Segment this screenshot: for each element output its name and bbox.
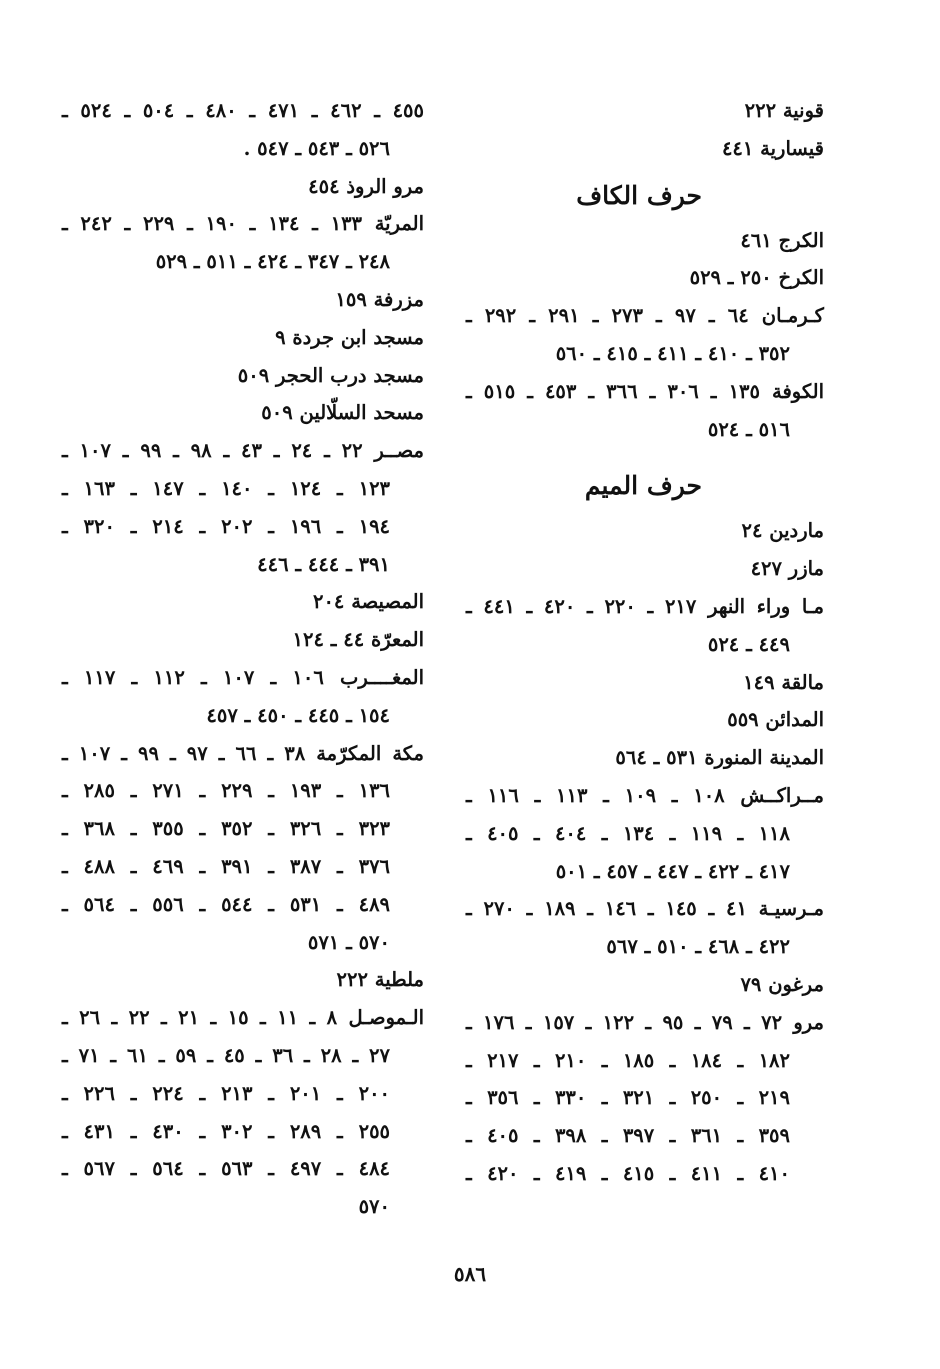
index-entry: مسحد السلّالين ٥٠٩ (261, 401, 424, 425)
index-entry: قونية ٢٢٢ (744, 99, 824, 122)
index-entry-continuation: ٢١٩ ـ ٢٥٠ ـ ٣٢١ ـ ٣٣٠ ـ ٣٥٦ ـ (466, 1086, 790, 1110)
index-entry: الكوفة ١٣٥ ـ ٣٠٦ ـ ٣٦٦ ـ ٤٥٣ ـ ٥١٥ ـ (466, 379, 824, 403)
index-entry: مرو الروذ ٤٥٤ (308, 174, 424, 198)
section-heading-mim: حرف الميم (584, 471, 702, 501)
index-entry-continuation: ٣٢٣ ـ ٣٢٦ ـ ٣٥٢ ـ ٣٥٥ ـ ٣٦٨ ـ (62, 817, 391, 841)
index-entry: مـا وراء النهر ٢١٧ ـ ٢٢٠ ـ ٤٢٠ ـ ٤٤١ ـ (466, 594, 824, 618)
index-entry-continuation: ٤١٧ ـ ٤٢٢ ـ ٤٤٧ ـ ٤٥٧ ـ ٥٠١ (555, 859, 790, 883)
index-entry: المدينة المنورة ٥٣١ ـ ٥٦٤ (615, 746, 824, 770)
index-entry: مازر ٤٢٧ (750, 557, 824, 581)
index-entry-continuation: ٤٥٥ ـ ٤٦٢ ـ ٤٧١ ـ ٤٨٠ ـ ٥٠٤ ـ ٥٢٤ ـ (62, 99, 424, 122)
index-entry: مصــر ٢٢ ـ ٢٤ ـ ٤٣ ـ ٩٨ ـ ٩٩ ـ ١٠٧ ـ (62, 439, 424, 463)
right-column (466, 92, 824, 1193)
index-entry-continuation: ٤٢٢ ـ ٤٦٨ ـ ٥١٠ ـ ٥٦٧ (606, 935, 790, 959)
index-entry: المصيصة ٢٠٤ (312, 590, 424, 614)
index-entry-continuation: ٢٧ ـ ٢٨ ـ ٣٦ ـ ٤٥ ـ ٥٩ ـ ٦١ ـ ٧١ ـ (62, 1043, 390, 1067)
index-entry: كـرمـان ٦٤ ـ ٩٧ ـ ٢٧٣ ـ ٢٩١ ـ ٢٩٢ ـ (466, 304, 824, 328)
index-entry-continuation: ٢٥٥ ـ ٢٨٩ ـ ٣٠٢ ـ ٤٣٠ ـ ٤٣١ ـ (62, 1119, 391, 1143)
index-entry: المعرّة ٤٤ ـ ١٢٤ (292, 628, 424, 652)
index-entry: مزرفة ١٥٩ (335, 287, 424, 311)
index-entry-continuation: ١٢٣ ـ ١٢٤ ـ ١٤٠ ـ ١٤٧ ـ ١٦٣ ـ (62, 476, 391, 500)
index-entry: ماردين ٢٤ (741, 519, 824, 543)
index-entry: المريّة ١٣٣ ـ ١٣٤ ـ ١٩٠ ـ ٢٢٩ ـ ٢٤٢ ـ (62, 212, 425, 236)
index-entry: ملطية ٢٢٢ (336, 968, 424, 992)
index-entry-continuation: ١٥٤ ـ ٤٤٥ ـ ٤٥٠ ـ ٤٥٧ (206, 703, 390, 727)
index-entry: مرغون ٧٩ (740, 972, 824, 996)
left-column (62, 92, 424, 1226)
index-entry-continuation: ٥٧٠ (358, 1195, 390, 1219)
index-entry-continuation: ٥٢٦ ـ ٥٤٣ ـ ٥٤٧ . (243, 136, 390, 160)
section-heading-kaf: حرف الكاف (576, 180, 702, 210)
index-entry-continuation: ٣٥٢ ـ ٤١٠ ـ ٤١١ ـ ٤١٥ ـ ٥٦٠ (555, 341, 790, 365)
index-entry: الكرج ٤٦١ (740, 228, 824, 252)
index-entry-continuation: ١٩٤ ـ ١٩٦ ـ ٢٠٢ ـ ٢١٤ ـ ٣٢٠ ـ (62, 514, 391, 538)
index-entry: المغــــرب ١٠٦ ـ ١٠٧ ـ ١١٢ ـ ١١٧ ـ (62, 665, 424, 689)
index-entry: الـموصـل ٨ ـ ١١ ـ ١٥ ـ ٢١ ـ ٢٢ ـ ٢٦ ـ (62, 1006, 424, 1030)
page-number: ٥٨٦ (453, 1262, 487, 1286)
index-entry-continuation: ٥٧٠ ـ ٥٧١ (307, 930, 390, 954)
index-entry-continuation: ١١٨ ـ ١١٩ ـ ١٣٤ ـ ٤٠٤ ـ ٤٠٥ ـ (466, 821, 790, 845)
index-entry-continuation: ١٨٢ ـ ١٨٤ ـ ١٨٥ ـ ٢١٠ ـ ٢١٧ ـ (466, 1048, 790, 1072)
index-entry-continuation: ٤١٠ ـ ٤١١ ـ ٤١٥ ـ ٤١٩ ـ ٤٢٠ ـ (466, 1161, 790, 1185)
index-entry-continuation: ٤٨٤ ـ ٤٩٧ ـ ٥٦٣ ـ ٥٦٤ ـ ٥٦٧ ـ (62, 1157, 391, 1181)
index-entry: مالقة ١٤٩ (743, 670, 824, 694)
index-entry: مسجد درب الحجر ٥٠٩ (237, 363, 424, 387)
index-entry: مكة المكرّمة ٣٨ ـ ٦٦ ـ ٩٧ ـ ٩٩ ـ ١٠٧ ـ (62, 741, 424, 765)
index-entry: المدائن ٥٥٩ (727, 708, 824, 732)
index-entry-continuation: ٣٩١ ـ ٤٤٤ ـ ٤٤٦ (257, 552, 390, 576)
index-entry: مسجد ابن جردة ٩ (275, 325, 424, 349)
index-entry-continuation: ٢٠٠ ـ ٢٠١ ـ ٢١٣ ـ ٢٢٤ ـ ٢٢٦ ـ (62, 1081, 391, 1105)
index-entry-continuation: ٤٨٩ ـ ٥٣١ ـ ٥٤٤ ـ ٥٥٦ ـ ٥٦٤ ـ (62, 892, 391, 916)
index-entry: الكرخ ٢٥٠ ـ ٥٢٩ (689, 266, 824, 290)
index-entry: قيسارية ٤٤١ (721, 136, 824, 160)
index-entry-continuation: ٣٧٦ ـ ٣٨٧ ـ ٣٩١ ـ ٤٦٩ ـ ٤٨٨ ـ (62, 854, 391, 878)
index-entry: مــراكــش ١٠٨ ـ ١٠٩ ـ ١١٣ ـ ١١٦ ـ (466, 783, 824, 807)
index-entry: مـرسيـة ٤١ ـ ١٤٥ ـ ١٤٦ ـ ١٨٩ ـ ٢٧٠ ـ (466, 897, 824, 921)
index-entry-continuation: ٣٥٩ ـ ٣٦١ ـ ٣٩٧ ـ ٣٩٨ ـ ٤٠٥ ـ (466, 1124, 790, 1148)
index-entry: مرو ٧٢ ـ ٧٩ ـ ٩٥ ـ ١٢٢ ـ ١٥٧ ـ ١٧٦ ـ (466, 1010, 824, 1034)
index-entry-continuation: ٥١٦ ـ ٥٢٤ (707, 417, 790, 441)
index-entry-continuation: ١٣٦ ـ ١٩٣ ـ ٢٢٩ ـ ٢٧١ ـ ٢٨٥ ـ (62, 779, 391, 803)
index-entry-continuation: ٢٤٨ ـ ٣٤٧ ـ ٤٢٤ ـ ٥١١ ـ ٥٢٩ (155, 250, 390, 274)
index-entry-continuation: ٤٤٩ ـ ٥٢٤ (707, 632, 790, 656)
